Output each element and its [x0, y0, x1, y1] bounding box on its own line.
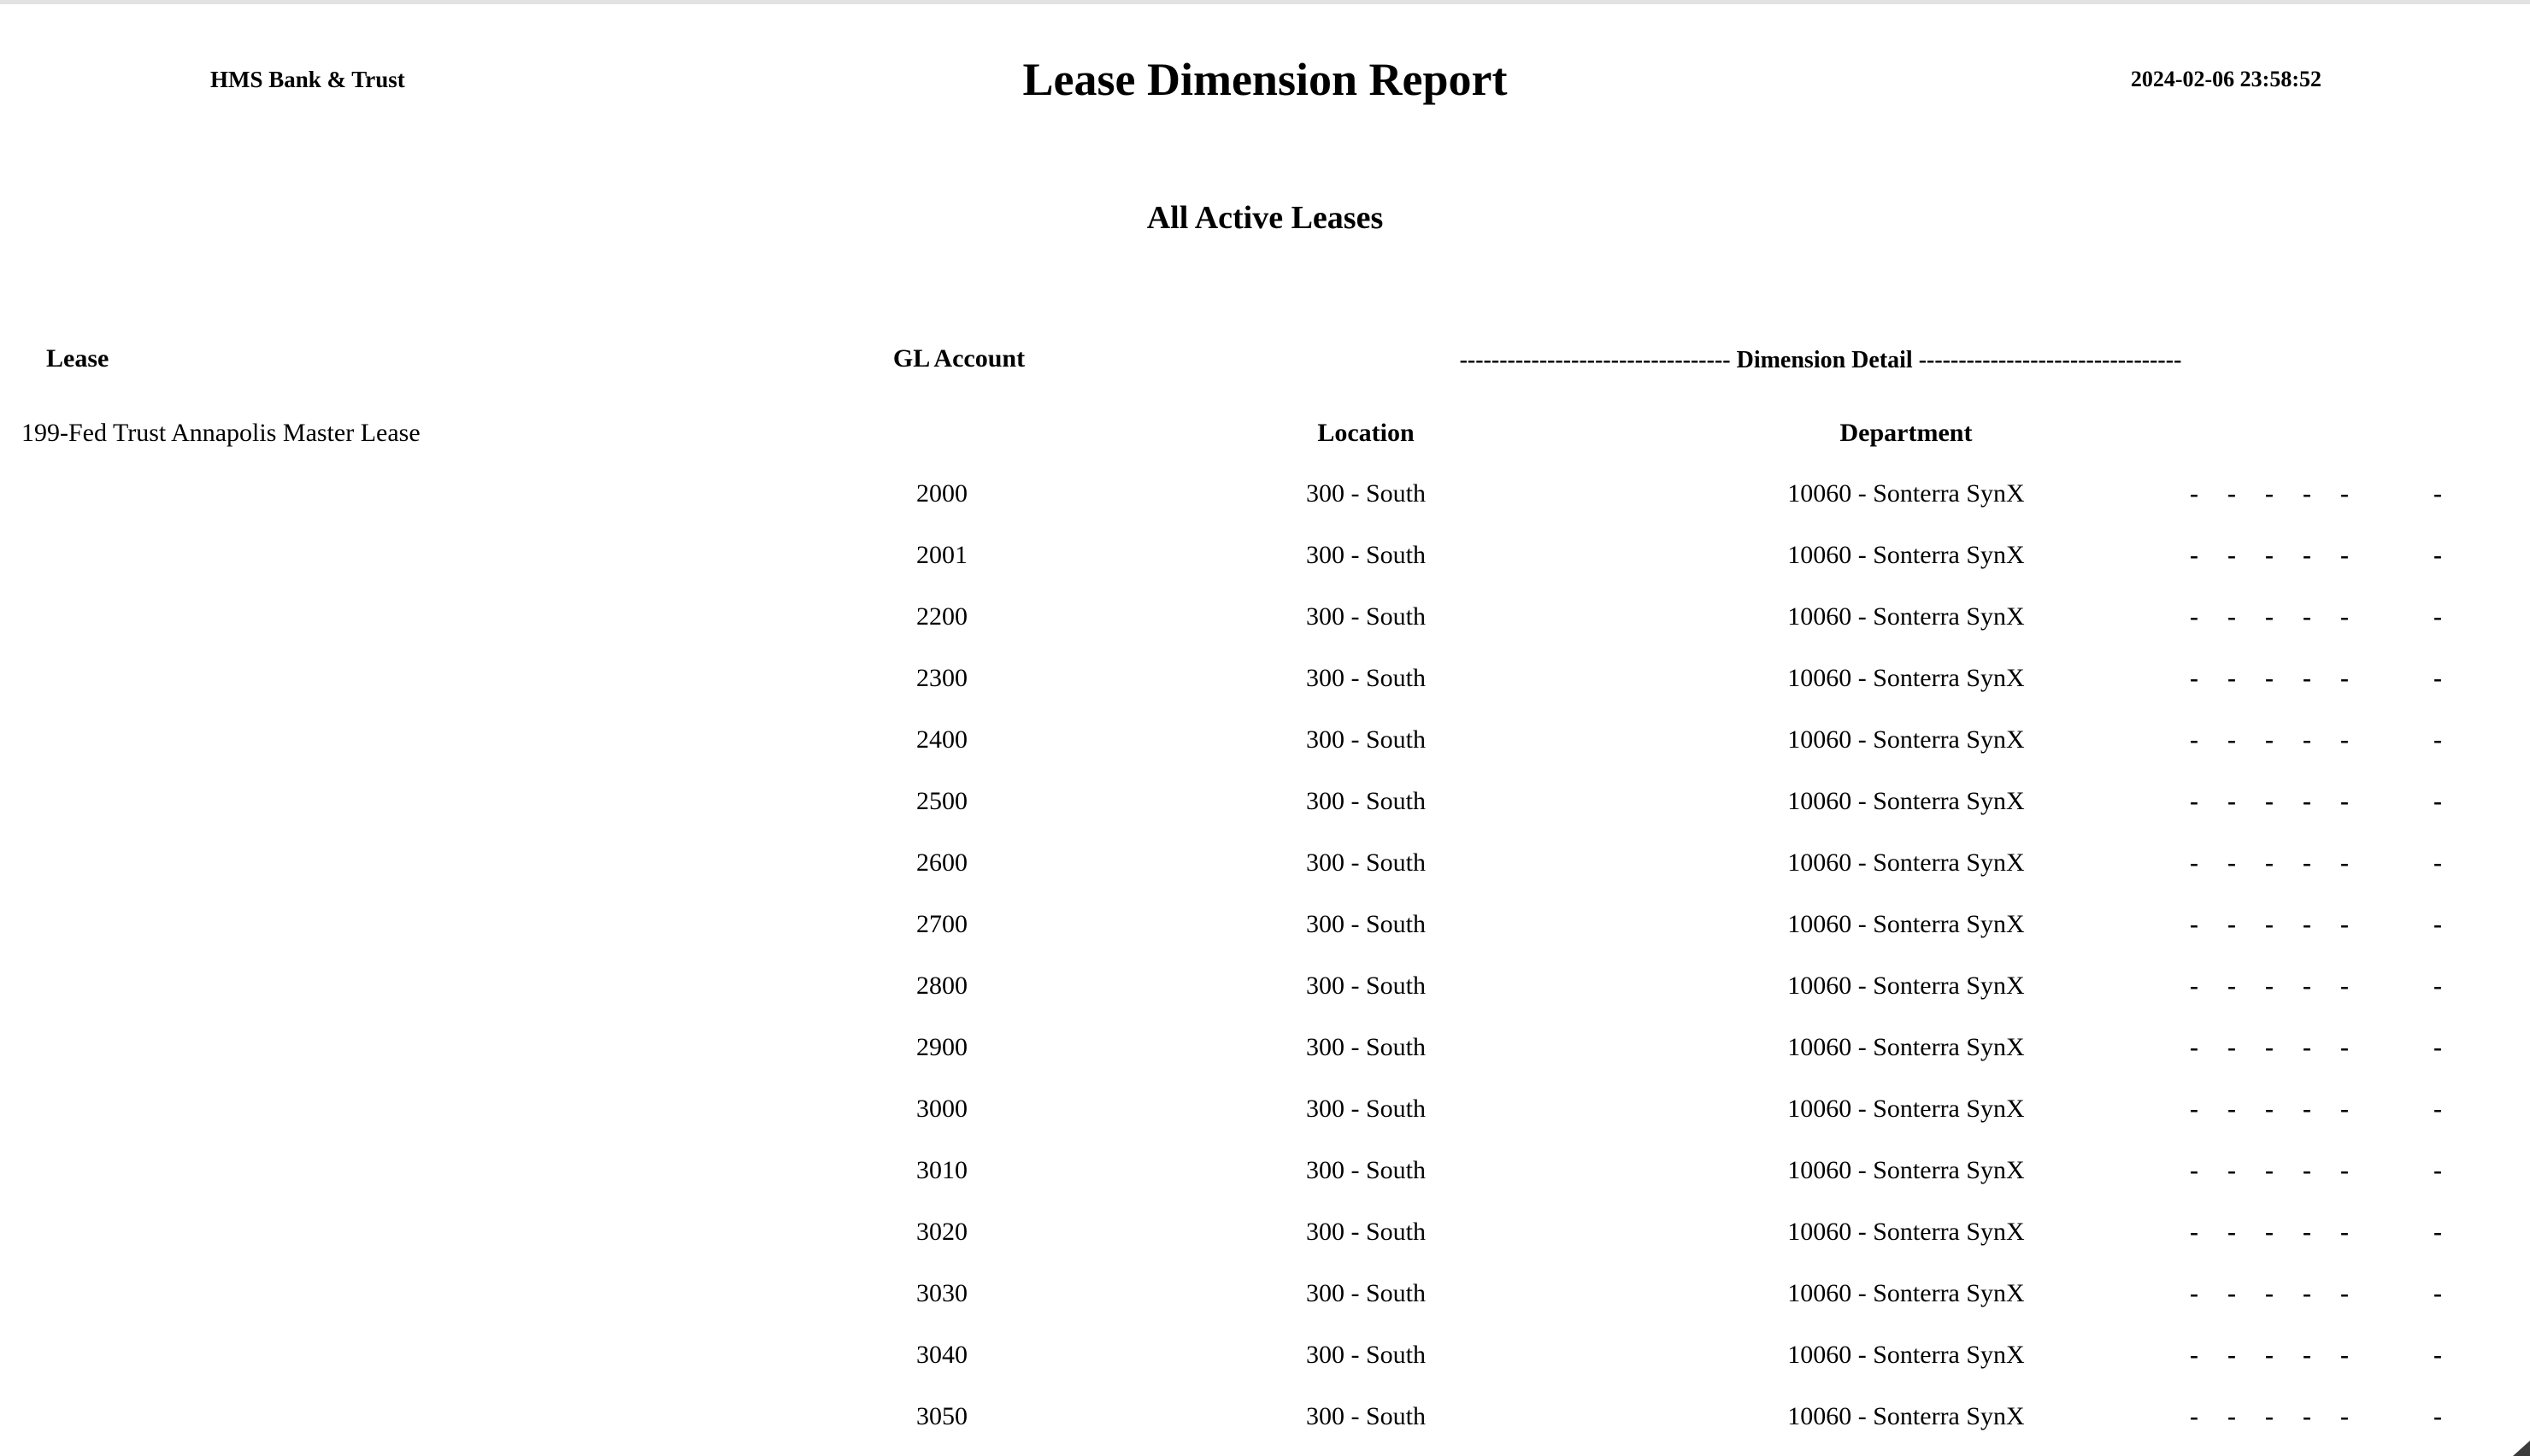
dimension-placeholder-dash: -: [2227, 848, 2236, 877]
dimension-placeholder-dash: -: [2433, 725, 2442, 754]
dimension-placeholder-dash: -: [2340, 1095, 2349, 1123]
location-cell: 300 - South: [1305, 1033, 1426, 1061]
department-cell: 10060 - Sonterra SynX: [1787, 972, 2025, 1000]
dimension-placeholder-dash: -: [2265, 1033, 2274, 1061]
table-body: [0, 463, 2530, 1447]
dimension-placeholder-dash: -: [2433, 848, 2442, 877]
dimension-placeholder-dash: -: [2190, 1218, 2198, 1246]
column-header-gl-account: GL Account: [892, 344, 1026, 373]
location-cell: 300 - South: [1305, 1156, 1426, 1184]
location-cell: 300 - South: [1305, 1095, 1426, 1123]
dimension-placeholder-dash: -: [2265, 787, 2274, 815]
dimension-placeholder-dash: -: [2227, 1218, 2236, 1246]
department-cell: 10060 - Sonterra SynX: [1787, 1402, 2025, 1430]
dimension-placeholder-dash: -: [2265, 1095, 2274, 1123]
dimension-placeholder-dash: -: [2340, 664, 2349, 692]
dimension-placeholder-dash: -: [2340, 848, 2349, 877]
location-cell: 300 - South: [1305, 910, 1426, 938]
gl-account-cell: 2000: [916, 479, 968, 508]
column-header-lease: Lease: [46, 344, 109, 373]
dimension-placeholder-dash: -: [2227, 541, 2236, 569]
dimension-placeholder-dash: -: [2190, 602, 2198, 631]
location-cell: 300 - South: [1305, 725, 1426, 754]
dimension-placeholder-dash: -: [2190, 972, 2198, 1000]
dimension-placeholder-dash: -: [2433, 1095, 2442, 1123]
column-header-dimension-detail: ---------------------------------- Dimension Detail ---------------------------------: [1459, 347, 2182, 373]
department-cell: 10060 - Sonterra SynX: [1787, 848, 2025, 877]
dimension-placeholder-dash: -: [2303, 972, 2311, 1000]
dimension-placeholder-dash: -: [2190, 1095, 2198, 1123]
gl-account-cell: 2300: [916, 664, 968, 692]
dimension-placeholder-dash: -: [2190, 479, 2198, 508]
dimension-placeholder-dash: -: [2190, 1341, 2198, 1369]
dimension-placeholder-dash: -: [2190, 1279, 2198, 1307]
dimension-placeholder-dash: -: [2227, 1402, 2236, 1430]
dimension-placeholder-dash: -: [2303, 664, 2311, 692]
dimension-placeholder-dash: -: [2303, 848, 2311, 877]
dimension-placeholder-dash: -: [2303, 725, 2311, 754]
dimension-placeholder-dash: -: [2303, 787, 2311, 815]
dimension-placeholder-dash: -: [2340, 479, 2349, 508]
report-timestamp: 2024-02-06 23:58:52: [2130, 67, 2321, 91]
table-row: [0, 955, 2530, 1017]
column-header-location: Location: [1317, 419, 1415, 447]
table-row: [0, 463, 2530, 525]
dimension-placeholder-dash: -: [2265, 848, 2274, 877]
dimension-placeholder-dash: -: [2340, 910, 2349, 938]
gl-account-cell: 3050: [916, 1402, 968, 1430]
dimension-placeholder-dash: -: [2303, 1156, 2311, 1184]
gl-account-cell: 2001: [916, 541, 968, 569]
dimension-placeholder-dash: -: [2303, 1218, 2311, 1246]
dimension-placeholder-dash: -: [2227, 787, 2236, 815]
location-cell: 300 - South: [1305, 602, 1426, 631]
table-row: [0, 1263, 2530, 1324]
dimension-placeholder-dash: -: [2227, 1341, 2236, 1369]
dimension-placeholder-dash: -: [2340, 1156, 2349, 1184]
dimension-placeholder-dash: -: [2340, 1218, 2349, 1246]
company-name: HMS Bank & Trust: [210, 67, 405, 92]
dimension-placeholder-dash: -: [2227, 725, 2236, 754]
table-row: [0, 771, 2530, 832]
dimension-placeholder-dash: -: [2303, 910, 2311, 938]
dimension-placeholder-dash: -: [2227, 910, 2236, 938]
table-row: [0, 1140, 2530, 1201]
table-row: [0, 1201, 2530, 1263]
department-cell: 10060 - Sonterra SynX: [1787, 479, 2025, 508]
dimension-placeholder-dash: -: [2433, 664, 2442, 692]
gl-account-cell: 3010: [916, 1156, 968, 1184]
dimension-placeholder-dash: -: [2265, 602, 2274, 631]
dimension-placeholder-dash: -: [2433, 1402, 2442, 1430]
department-cell: 10060 - Sonterra SynX: [1787, 664, 2025, 692]
department-cell: 10060 - Sonterra SynX: [1787, 1095, 2025, 1123]
dimension-placeholder-dash: -: [2433, 1218, 2442, 1246]
location-cell: 300 - South: [1305, 1218, 1426, 1246]
dimension-placeholder-dash: -: [2303, 602, 2311, 631]
table-row: [0, 1386, 2530, 1447]
dimension-placeholder-dash: -: [2265, 664, 2274, 692]
dimension-placeholder-dash: -: [2265, 479, 2274, 508]
dimension-placeholder-dash: -: [2190, 910, 2198, 938]
table-row: [0, 648, 2530, 709]
dimension-placeholder-dash: -: [2227, 1033, 2236, 1061]
dimension-placeholder-dash: -: [2340, 972, 2349, 1000]
dimension-placeholder-dash: -: [2190, 787, 2198, 815]
gl-account-cell: 2700: [916, 910, 968, 938]
department-cell: 10060 - Sonterra SynX: [1787, 1279, 2025, 1307]
dimension-placeholder-dash: -: [2303, 1033, 2311, 1061]
dimension-placeholder-dash: -: [2227, 1095, 2236, 1123]
table-row: [0, 1017, 2530, 1078]
dimension-placeholder-dash: -: [2303, 479, 2311, 508]
dimension-placeholder-dash: -: [2433, 972, 2442, 1000]
dimension-placeholder-dash: -: [2433, 1156, 2442, 1184]
gl-account-cell: 3030: [916, 1279, 968, 1307]
dimension-placeholder-dash: -: [2433, 910, 2442, 938]
dimension-placeholder-dash: -: [2303, 1402, 2311, 1430]
dimension-placeholder-dash: -: [2265, 1156, 2274, 1184]
location-cell: 300 - South: [1305, 787, 1426, 815]
location-cell: 300 - South: [1305, 664, 1426, 692]
dimension-placeholder-dash: -: [2227, 972, 2236, 1000]
dimension-placeholder-dash: -: [2433, 787, 2442, 815]
dimension-placeholder-dash: -: [2433, 1341, 2442, 1369]
dimension-placeholder-dash: -: [2303, 1095, 2311, 1123]
dimension-placeholder-dash: -: [2227, 664, 2236, 692]
location-cell: 300 - South: [1305, 1402, 1426, 1430]
dimension-placeholder-dash: -: [2190, 848, 2198, 877]
dimension-placeholder-dash: -: [2190, 541, 2198, 569]
dimension-placeholder-dash: -: [2340, 602, 2349, 631]
location-cell: 300 - South: [1305, 541, 1426, 569]
location-cell: 300 - South: [1305, 1341, 1426, 1369]
dimension-placeholder-dash: -: [2265, 1279, 2274, 1307]
department-cell: 10060 - Sonterra SynX: [1787, 725, 2025, 754]
dimension-placeholder-dash: -: [2265, 910, 2274, 938]
dimension-placeholder-dash: -: [2433, 1279, 2442, 1307]
department-cell: 10060 - Sonterra SynX: [1787, 541, 2025, 569]
dimension-placeholder-dash: -: [2340, 1279, 2349, 1307]
dimension-placeholder-dash: -: [2227, 479, 2236, 508]
location-cell: 300 - South: [1305, 972, 1426, 1000]
table-row: [0, 832, 2530, 894]
dimension-placeholder-dash: -: [2433, 1033, 2442, 1061]
dimension-placeholder-dash: -: [2340, 1033, 2349, 1061]
table-row: [0, 894, 2530, 955]
dimension-placeholder-dash: -: [2303, 1341, 2311, 1369]
gl-account-cell: 3000: [916, 1095, 968, 1123]
department-cell: 10060 - Sonterra SynX: [1787, 602, 2025, 631]
dimension-placeholder-dash: -: [2227, 1279, 2236, 1307]
column-header-department: Department: [1839, 419, 1973, 447]
gl-account-cell: 3020: [916, 1218, 968, 1246]
location-cell: 300 - South: [1305, 1279, 1426, 1307]
dimension-placeholder-dash: -: [2227, 602, 2236, 631]
dimension-placeholder-dash: -: [2265, 725, 2274, 754]
department-cell: 10060 - Sonterra SynX: [1787, 1156, 2025, 1184]
location-cell: 300 - South: [1305, 479, 1426, 508]
report-title: Lease Dimension Report: [1022, 54, 1508, 105]
gl-account-cell: 2900: [916, 1033, 968, 1061]
dimension-placeholder-dash: -: [2190, 1033, 2198, 1061]
gl-account-cell: 2200: [916, 602, 968, 631]
table-row: [0, 586, 2530, 648]
dimension-placeholder-dash: -: [2190, 1156, 2198, 1184]
dimension-placeholder-dash: -: [2340, 541, 2349, 569]
gl-account-cell: 2400: [916, 725, 968, 754]
dimension-placeholder-dash: -: [2340, 1341, 2349, 1369]
department-cell: 10060 - Sonterra SynX: [1787, 1033, 2025, 1061]
department-cell: 10060 - Sonterra SynX: [1787, 1341, 2025, 1369]
dimension-placeholder-dash: -: [2265, 1341, 2274, 1369]
dimension-placeholder-dash: -: [2190, 725, 2198, 754]
dimension-placeholder-dash: -: [2340, 787, 2349, 815]
dimension-placeholder-dash: -: [2433, 541, 2442, 569]
dimension-placeholder-dash: -: [2340, 725, 2349, 754]
dimension-placeholder-dash: -: [2227, 1156, 2236, 1184]
report-subtitle: All Active Leases: [1146, 200, 1384, 236]
dimension-placeholder-dash: -: [2190, 1402, 2198, 1430]
dimension-placeholder-dash: -: [2303, 1279, 2311, 1307]
lease-name: 199-Fed Trust Annapolis Master Lease: [21, 419, 421, 447]
gl-account-cell: 2500: [916, 787, 968, 815]
dimension-placeholder-dash: -: [2433, 479, 2442, 508]
window-top-border: [0, 0, 2530, 4]
table-row: [0, 709, 2530, 771]
dimension-placeholder-dash: -: [2265, 1402, 2274, 1430]
dimension-placeholder-dash: -: [2265, 1218, 2274, 1246]
department-cell: 10060 - Sonterra SynX: [1787, 1218, 2025, 1246]
gl-account-cell: 2800: [916, 972, 968, 1000]
dimension-placeholder-dash: -: [2433, 602, 2442, 631]
dimension-placeholder-dash: -: [2190, 664, 2198, 692]
department-cell: 10060 - Sonterra SynX: [1787, 787, 2025, 815]
table-row: [0, 1324, 2530, 1386]
table-row: [0, 525, 2530, 586]
table-row: [0, 1078, 2530, 1140]
dimension-placeholder-dash: -: [2303, 541, 2311, 569]
dimension-placeholder-dash: -: [2340, 1402, 2349, 1430]
dimension-placeholder-dash: -: [2265, 972, 2274, 1000]
gl-account-cell: 2600: [916, 848, 968, 877]
gl-account-cell: 3040: [916, 1341, 968, 1369]
dimension-placeholder-dash: -: [2265, 541, 2274, 569]
department-cell: 10060 - Sonterra SynX: [1787, 910, 2025, 938]
location-cell: 300 - South: [1305, 848, 1426, 877]
